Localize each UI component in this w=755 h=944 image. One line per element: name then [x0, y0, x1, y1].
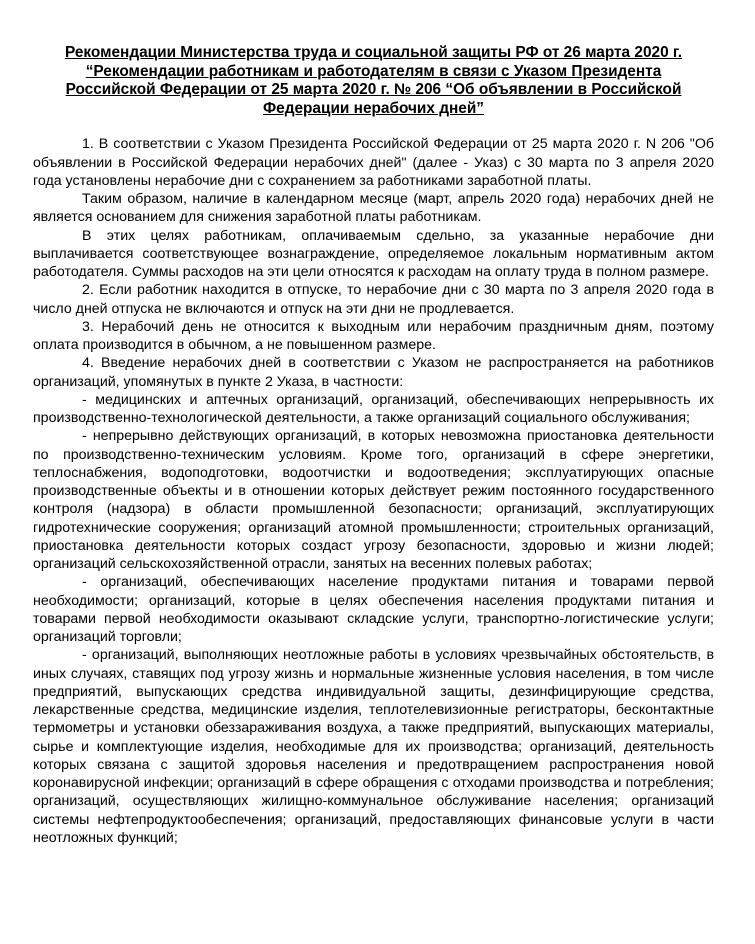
document-page	[33, 44, 714, 847]
title-line: “Рекомендации работникам и работодателям в связи с Указом Президента	[85, 62, 662, 80]
list-item-medical: - медицинских и аптечных организаций, организаций, обеспечивающих непрерывность их производственно-технологической деятельности, а также организаций социального обслуживания;	[33, 391, 714, 427]
paragraph-item-4: 4. Введение нерабочих дней в соответствии с Указом не распространяется на работников организаций, упомянутых в пункте 2 Указа, в частности:	[33, 355, 714, 390]
paragraph-salary: Таким образом, наличие в календарном месяце (март, апрель 2020 года) нерабочих дней не является основанием для снижения заработной платы работникам.	[33, 191, 714, 226]
paragraph-item-1: 1. В соответствии с Указом Президента Российской Федерации от 25 марта 2020 г. N 206 "Об объявлении в Российской Федерации нерабочих дней" (далее - Указ) с 30 марта по 3 апреля 2020 года установлены нерабочие дни с сохранением за работниками заработной платы.	[33, 136, 714, 189]
list-item-continuous: - непрерывно действующих организаций, в которых невозможна приостановка деятельности по производственно-техническим условиям. Кроме того, организаций в сфере энергетики, теплоснабжения, водоподготовки, водоотчистки и водоотведения; эксплуатирующих опасные производственные объекты и в отношении которых действует режим постоянного государственного контроля (надзора) в области промышленной безопасности; организаций, эксплуатирующих гидротехнические сооружения; организаций атомной промышленности; строительных организаций, приостановка деятельности которых создаст угрозу безопасности, здоровью и жизни людей; организаций сельскохозяйственной отрасли, занятых на весенних полевых работах;	[33, 428, 714, 573]
document-title	[33, 44, 714, 118]
document-body	[33, 135, 714, 847]
paragraph-item-2: 2. Если работник находится в отпуске, то нерабочие дни с 30 марта по 3 апреля 2020 года в число дней отпуска не включаются и отпуск на эти дни не продлевается.	[33, 282, 714, 317]
title-line: Федерации нерабочих дней”	[263, 99, 484, 117]
paragraph-piecework: В этих целях работникам, оплачиваемым сдельно, за указанные нерабочие дни выплачивается соответствующее вознаграждение, определяемое локальным нормативным актом работодателя. Суммы расходов на эти цели относятся к расходам на оплату труда в полном размере.	[33, 227, 714, 281]
list-item-food: - организаций, обеспечивающих население продуктами питания и товарами первой необходимости; организаций, которые в целях обеспечения населения продуктами питания и товарами первой необходимости оказывают складские услуги, транспортно-логистические услуги; организаций торговли;	[33, 574, 714, 646]
title-line: Рекомендации Министерства труда и социальной защиты РФ от 26 марта 2020 г.	[64, 44, 683, 61]
paragraph-item-3: 3. Нерабочий день не относится к выходным или нерабочим праздничным дням, поэтому оплата производится в обычном, а не повышенном размере.	[33, 318, 714, 354]
list-item-emergency: - организаций, выполняющих неотложные работы в условиях чрезвычайных обстоятельств, в иных случаях, ставящих под угрозу жизнь и нормальные жизненные условия населения, в том числе предприятий, выпускающих средства индивидуальной защиты, дезинфицирующие средства, лекарственные средства, медицинские изделия, теплотелевизионные регистраторы, бесконтактные термометры и установки обеззараживания воздуха, а также предприятий, выпускающих материалы, сырье и комплектующие изделия, необходимые для их производства; организаций, деятельность которых связана с защитой здоровья населения и предотвращением распространения новой коронавирусной инфекции; организаций в сфере обращения с отходами производства и потребления; организаций, осуществляющих жилищно-коммунальное обслуживание населения; организаций системы нефтепродуктообеспечения; организаций, предоставляющих финансовые услуги в части неотложных функций;	[33, 647, 714, 846]
title-line: Российской Федерации от 25 марта 2020 г. № 206 “Об объявлении в Российской	[65, 81, 682, 99]
